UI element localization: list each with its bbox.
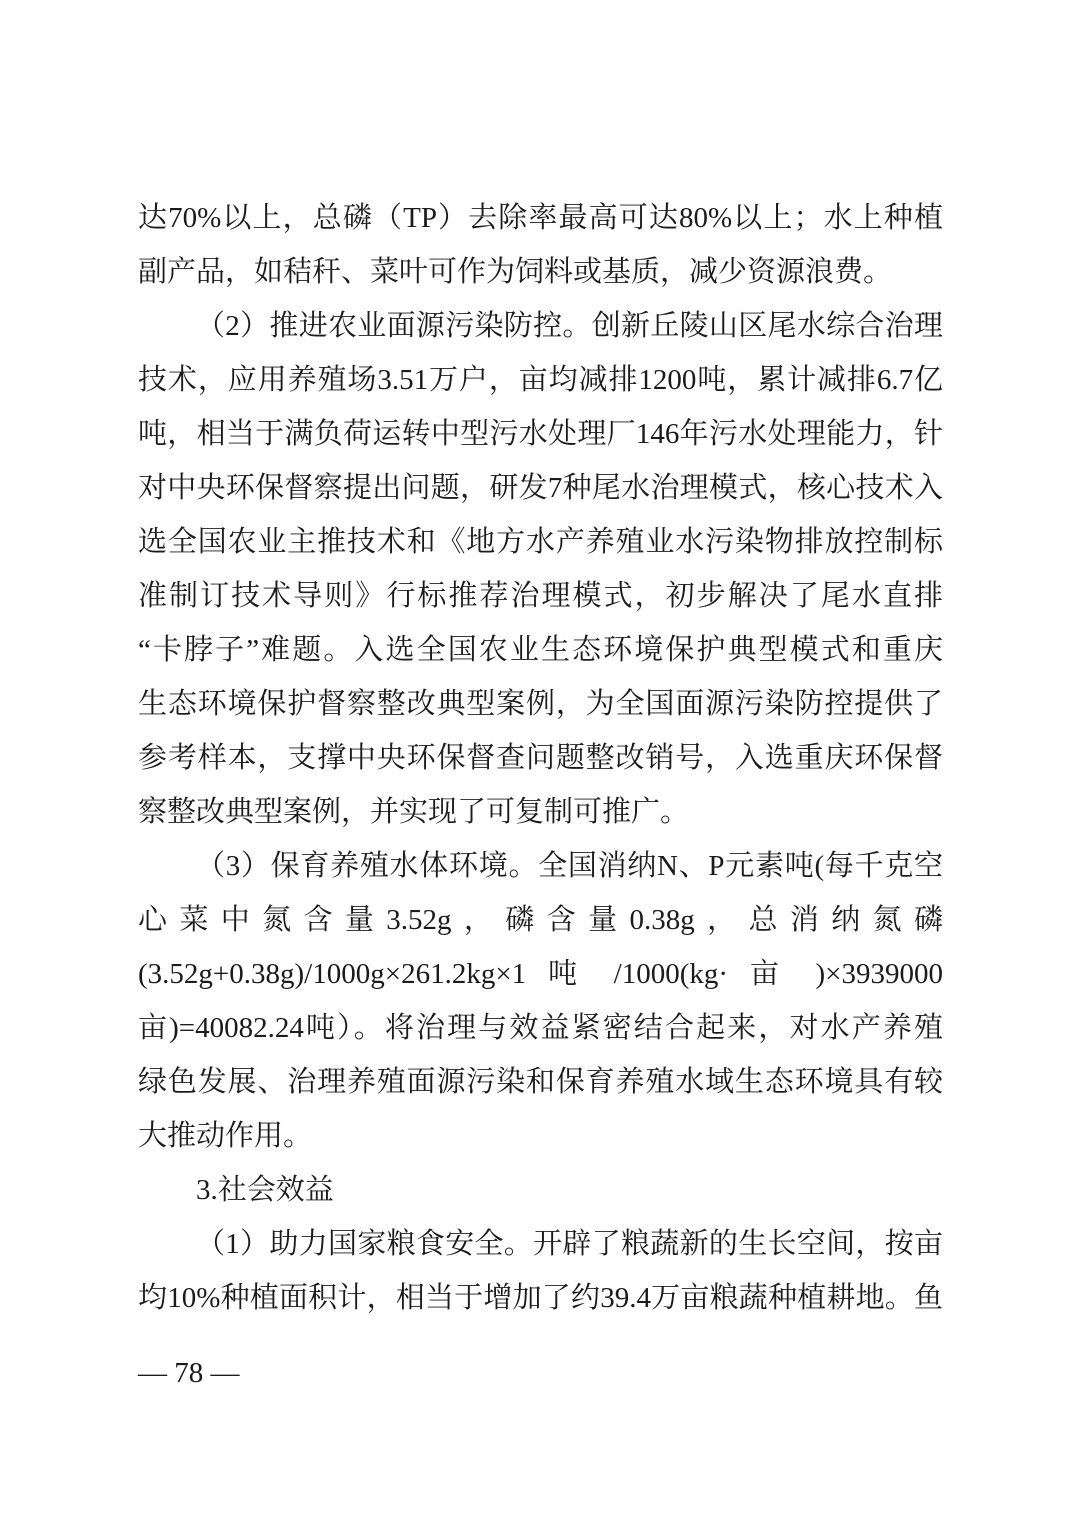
text-line: （1）助力国家粮食安全。开辟了粮蔬新的生长空间，按亩 (196, 1228, 943, 1260)
text-line: 3.社会效益 (196, 1174, 334, 1206)
text-line: 吨，相当于满负荷运转中型污水处理厂146年污水处理能力，针 (138, 418, 943, 450)
page-footer (138, 1346, 240, 1400)
text-line: 均10%种植面积计，相当于增加了约39.4万亩粮蔬种植耕地。鱼 (138, 1282, 943, 1314)
text-line: 达70%以上，总磷（TP）去除率最高可达80%以上；水上种植 (138, 202, 943, 234)
text-line: （3）保育养殖水体环境。全国消纳N、P元素吨(每千克空 (196, 850, 943, 882)
text-line: (3.52g+0.38g)/1000g×261.2kg×1 吨 /1000(kg· 亩 )×3939000 (138, 958, 943, 990)
text-line: 技术，应用养殖场3.51万户，亩均减排1200吨，累计减排6.7亿 (138, 364, 943, 396)
text-line: 参考样本，支撑中央环保督查问题整改销号，入选重庆环保督 (138, 742, 943, 774)
text-line: 大推动作用。 (138, 1120, 313, 1152)
text-line: “卡脖子”难题。入选全国农业生态环境保护典型模式和重庆 (138, 634, 943, 666)
text-line: 亩)=40082.24吨）。将治理与效益紧密结合起来，对水产养殖 (138, 1012, 943, 1044)
text-line: （2）推进农业面源污染防控。创新丘陵山区尾水综合治理 (196, 310, 943, 342)
text-line: 选全国农业主推技术和《地方水产养殖业水污染物排放控制标 (138, 526, 943, 558)
text-line: 生态环境保护督察整改典型案例，为全国面源污染防控提供了 (138, 688, 943, 720)
text-line: 对中央环保督察提出问题，研发7种尾水治理模式，核心技术入 (138, 472, 943, 504)
text-line: 副产品，如秸秆、菜叶可作为饲料或基质，减少资源浪费。 (138, 256, 893, 288)
text-line: 察整改典型案例，并实现了可复制可推广。 (138, 796, 690, 828)
text-line: 绿色发展、治理养殖面源污染和保育养殖水域生态环境具有较 (138, 1066, 943, 1098)
text-line: 准制订技术导则》行标推荐治理模式，初步解决了尾水直排 (138, 580, 943, 612)
document-body (138, 191, 943, 1325)
text-line: 心菜中氮含量3.52g，磷含量0.38g，总消纳氮磷 (138, 904, 943, 936)
page-number: — 78 — (138, 1357, 240, 1389)
